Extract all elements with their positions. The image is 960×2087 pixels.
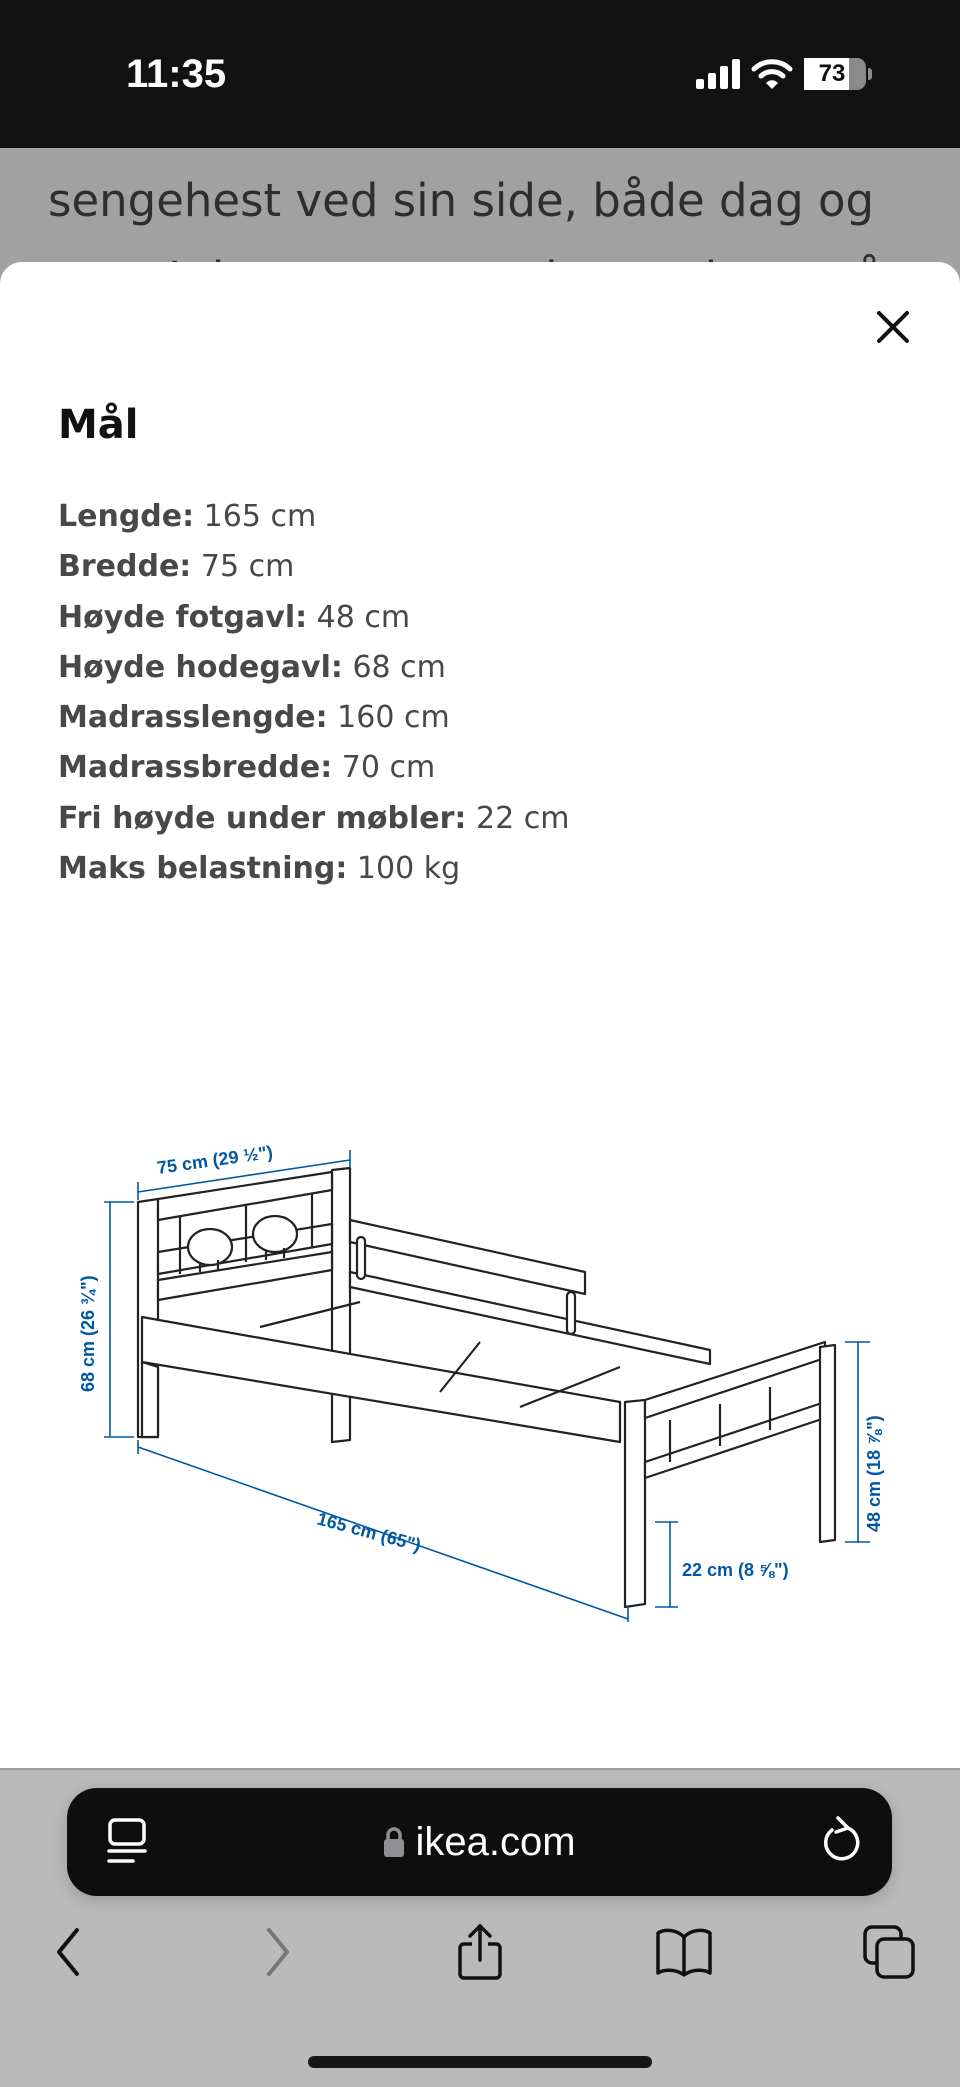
address-bar[interactable]: [67, 1788, 892, 1896]
home-indicator[interactable]: [308, 2056, 652, 2068]
battery-icon: [804, 58, 866, 90]
clearance-label: 22 cm (8 ⅝"): [682, 1560, 789, 1580]
chevron-right-icon: [263, 1927, 293, 1977]
browser-toolbar: [0, 1912, 960, 2002]
forward-button[interactable]: [238, 1912, 318, 1992]
bed-line-drawing: [60, 1102, 900, 1622]
share-icon: [456, 1922, 504, 1982]
chevron-left-icon: [53, 1927, 83, 1977]
dimension-row: Fri høyde under møbler: 22 cm: [58, 800, 570, 836]
close-icon: [876, 310, 910, 344]
url-text: ikea.com: [415, 1819, 576, 1864]
dimension-row: Høyde hodegavl: 68 cm: [58, 649, 446, 685]
background-page: [0, 148, 960, 268]
tabs-button[interactable]: [850, 1912, 930, 1992]
bed-dimension-diagram: [60, 1102, 900, 1622]
footboard-height-label: 48 cm (18 ⅞"): [864, 1415, 884, 1532]
book-icon: [654, 1927, 714, 1977]
cellular-signal-icon: [696, 59, 740, 89]
dimension-row: Høyde fotgavl: 48 cm: [58, 599, 411, 635]
dimension-row: Maks belastning: 100 kg: [58, 851, 461, 887]
url-display[interactable]: [67, 1788, 892, 1896]
battery-percent: 73: [818, 60, 846, 87]
lock-icon: [383, 1826, 405, 1858]
modal-title: Mål: [58, 402, 139, 448]
dimension-row: Madrasslengde: 160 cm: [58, 700, 450, 736]
status-icons: [696, 58, 872, 90]
dimension-row: Bredde: 75 cm: [58, 549, 295, 585]
back-button[interactable]: [28, 1912, 108, 1992]
share-button[interactable]: [440, 1912, 520, 1992]
status-time: 11:35: [126, 52, 227, 96]
battery-tip: [868, 68, 872, 80]
length-label: 165 cm (65"): [314, 1508, 424, 1556]
status-bar: [0, 0, 960, 148]
headboard-height-label: 68 cm (26 ¾"): [78, 1275, 98, 1392]
dimension-row: Madrassbredde: 70 cm: [58, 750, 436, 786]
reload-icon[interactable]: [818, 1816, 862, 1864]
wifi-icon: [752, 59, 792, 89]
bookmarks-button[interactable]: [644, 1912, 724, 1992]
browser-toolbar-area: [0, 1768, 960, 2087]
dimensions-modal: [0, 262, 960, 1768]
dimensions-list: [58, 492, 569, 894]
width-label: 75 cm (29 ½"): [155, 1141, 275, 1178]
tabs-icon: [862, 1924, 918, 1980]
dimension-row: Lengde: 165 cm: [58, 499, 317, 534]
close-button[interactable]: [870, 304, 916, 350]
background-text: sengehest ved sin side, både dag og: [48, 174, 875, 227]
